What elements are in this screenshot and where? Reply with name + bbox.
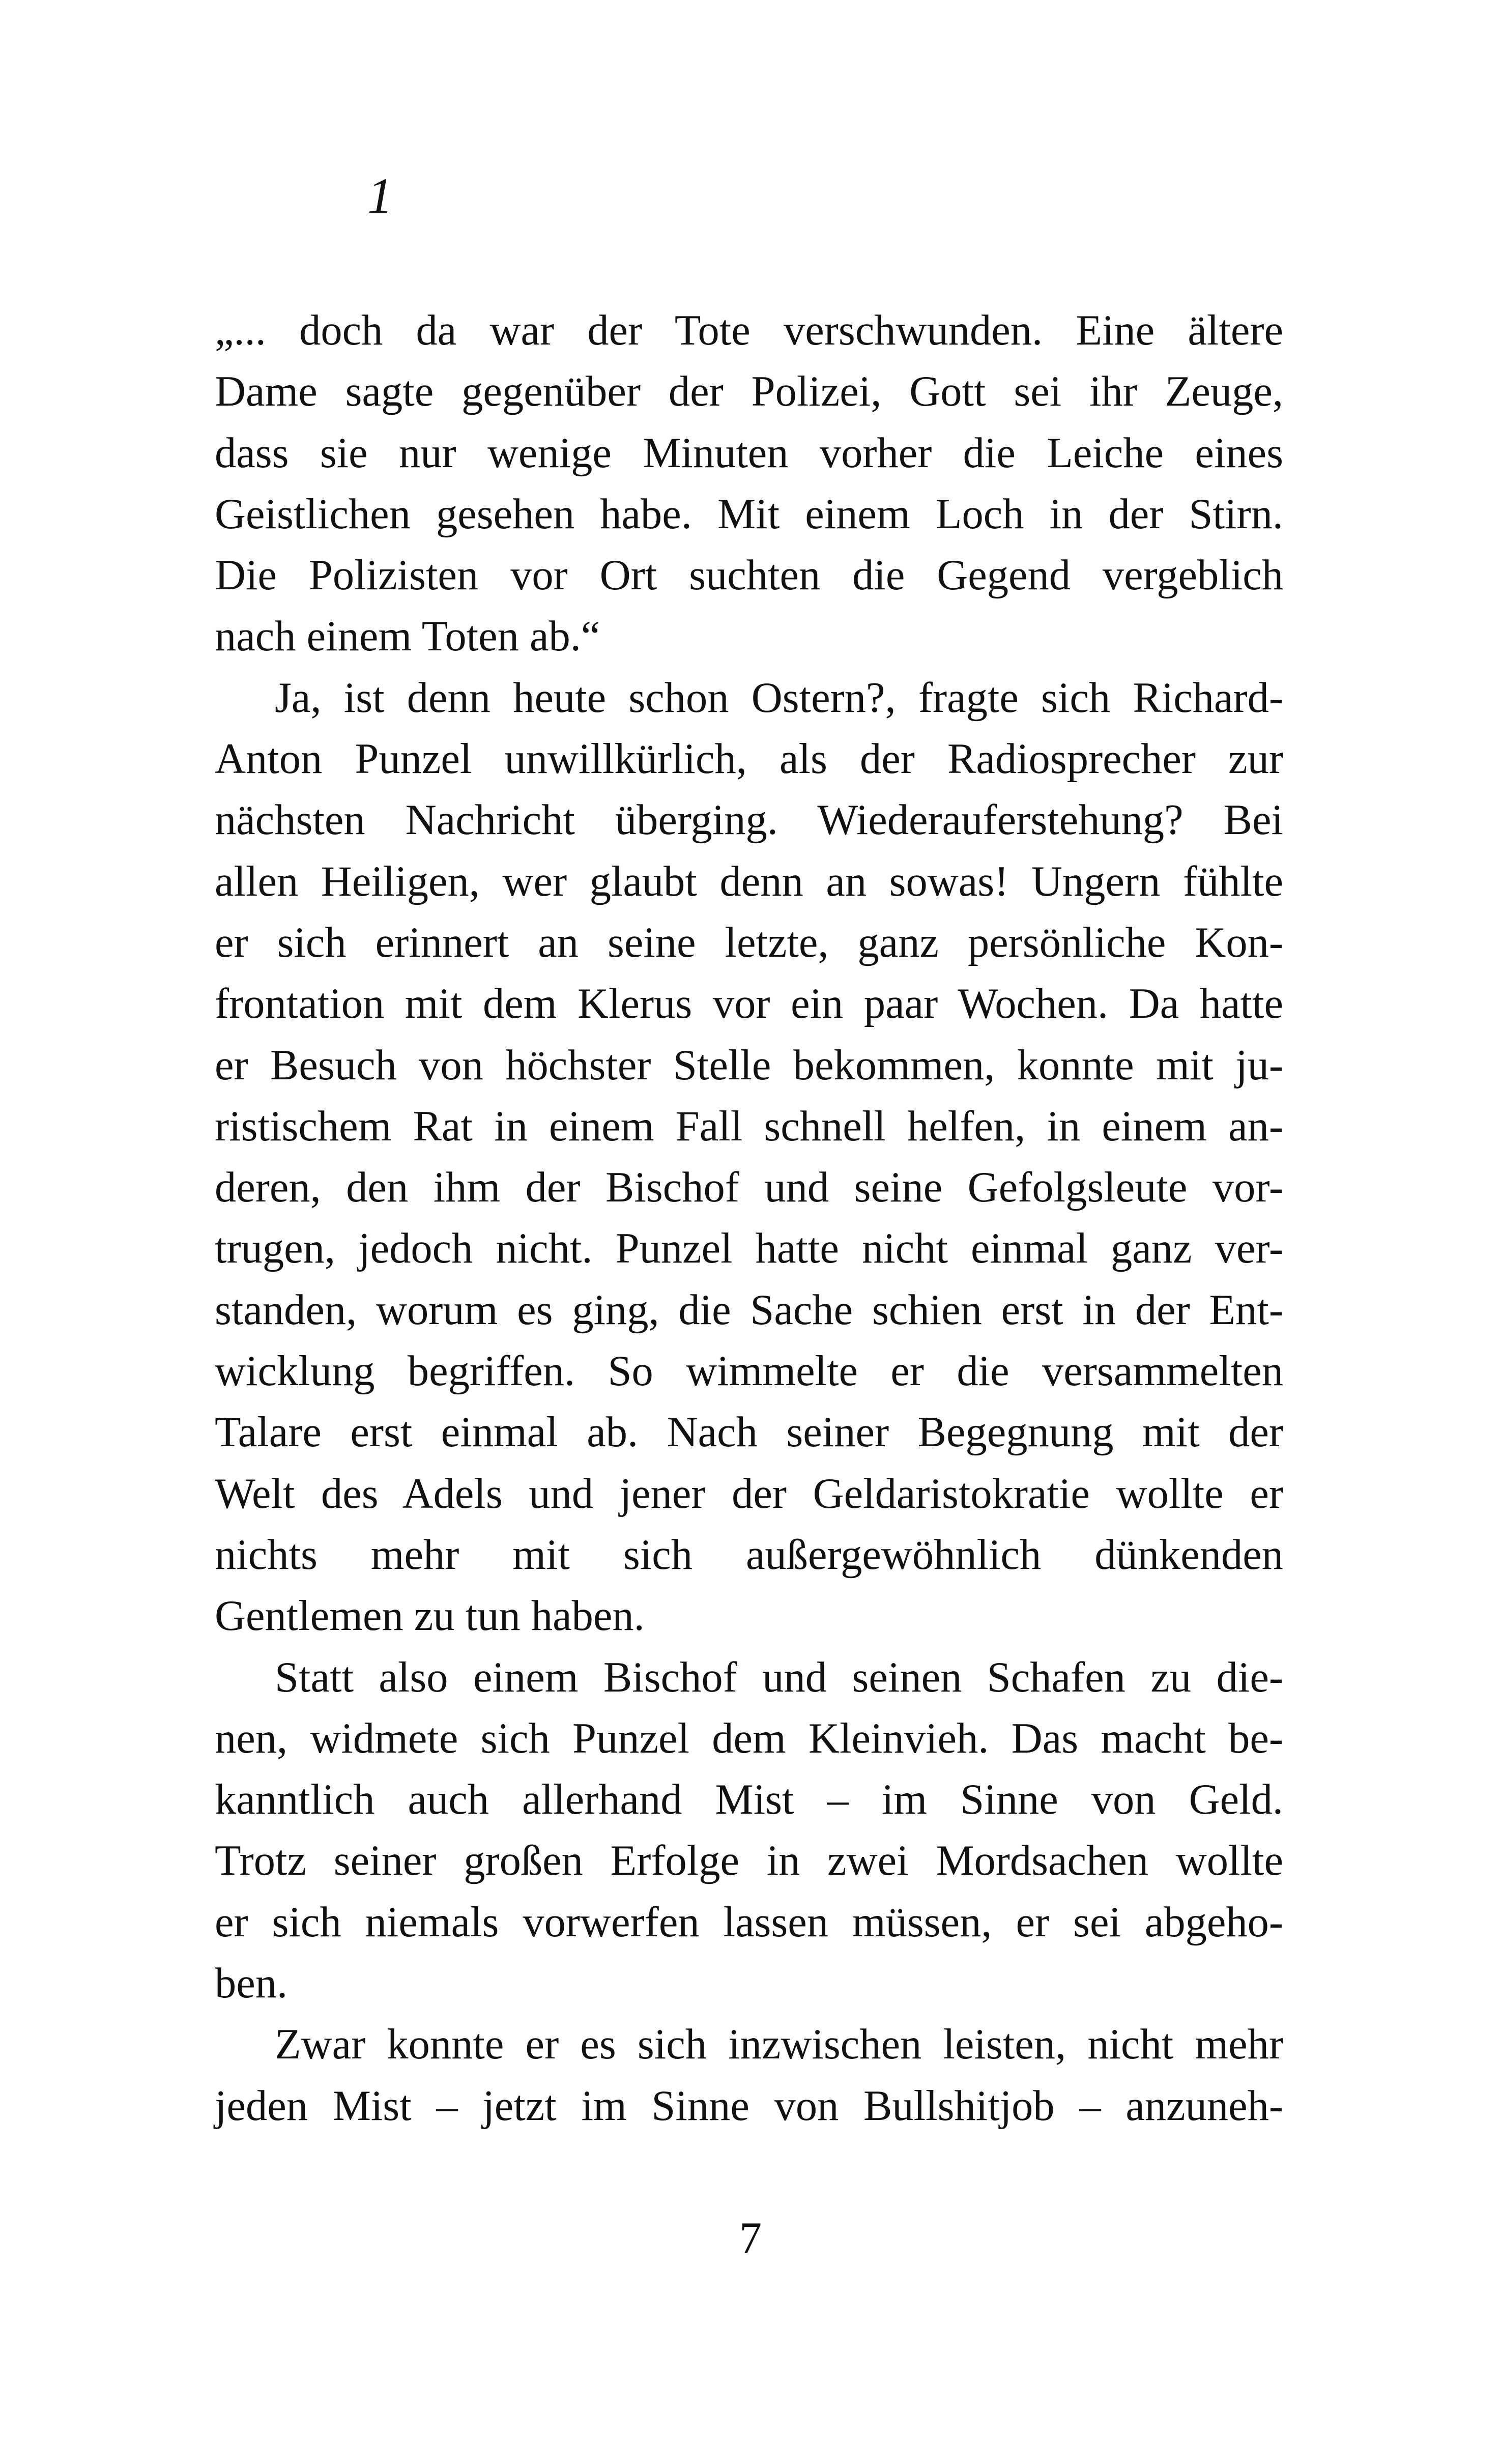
- text-line: nächsten Nachricht überging. Wiederauferstehung? Bei: [215, 796, 1283, 844]
- text-line: Gentlemen zu tun haben.: [215, 1592, 645, 1640]
- text-line: nach einem Toten ab.“: [215, 613, 600, 661]
- body-text: [215, 300, 1283, 2137]
- text-line: er Besuch von höchster Stelle bekommen, konnte mit ju-: [215, 1041, 1283, 1089]
- text-line: trugen, jedoch nicht. Punzel hatte nicht einmal ganz ver-: [215, 1225, 1283, 1273]
- text-line: Talare erst einmal ab. Nach seiner Begegnung mit der: [215, 1409, 1283, 1456]
- text-line: dass sie nur wenige Minuten vorher die Leiche eines: [215, 429, 1283, 477]
- page-number: 7: [739, 2214, 762, 2263]
- text-line: Welt des Adels und jener der Geldaristokratie wollte er: [215, 1470, 1283, 1517]
- text-line: Geistlichen gesehen habe. Mit einem Loch in der Stirn.: [215, 490, 1283, 538]
- text-line: kanntlich auch allerhand Mist – im Sinne von Geld.: [215, 1776, 1283, 1824]
- text-line: frontation mit dem Klerus vor ein paar Wochen. Da hatte: [215, 980, 1283, 1028]
- text-line: allen Heiligen, wer glaubt denn an sowas! Ungern fühlte: [215, 857, 1283, 905]
- text-line: „... doch da war der Tote verschwunden. Eine ältere: [215, 307, 1283, 354]
- text-line: jeden Mist – jetzt im Sinne von Bullshitjob – anzuneh-: [215, 2082, 1283, 2130]
- text-line: Dame sagte gegenüber der Polizei, Gott sei ihr Zeuge,: [215, 368, 1283, 416]
- chapter-number: 1: [367, 167, 393, 224]
- text-line: er sich niemals vorwerfen lassen müssen, er sei abgeho-: [215, 1898, 1283, 1946]
- text-line: Statt also einem Bischof und seinen Schafen zu die-: [275, 1653, 1283, 1701]
- text-line: Anton Punzel unwillkürlich, als der Radiosprecher zur: [215, 735, 1283, 783]
- text-line: Die Polizisten vor Ort suchten die Gegend vergeblich: [215, 552, 1283, 599]
- text-line: ben.: [215, 1960, 288, 2008]
- text-line: Zwar konnte er es sich inzwischen leisten, nicht mehr: [275, 2021, 1283, 2069]
- text-line: standen, worum es ging, die Sache schien erst in der Ent-: [215, 1286, 1283, 1334]
- text-line: ristischem Rat in einem Fall schnell helfen, in einem an-: [215, 1102, 1283, 1150]
- text-line: wicklung begriffen. So wimmelte er die versammelten: [215, 1348, 1283, 1395]
- text-line: Ja, ist denn heute schon Ostern?, fragte sich Richard-: [275, 674, 1283, 722]
- text-line: er sich erinnert an seine letzte, ganz persönliche Kon-: [215, 919, 1283, 966]
- text-line: deren, den ihm der Bischof und seine Gefolgsleute vor-: [215, 1164, 1283, 1212]
- text-line: Trotz seiner großen Erfolge in zwei Mordsachen wollte: [215, 1837, 1283, 1885]
- text-line: nen, widmete sich Punzel dem Kleinvieh. Das macht be-: [215, 1714, 1283, 1762]
- text-line: nichts mehr mit sich außergewöhnlich dünkenden: [215, 1531, 1283, 1579]
